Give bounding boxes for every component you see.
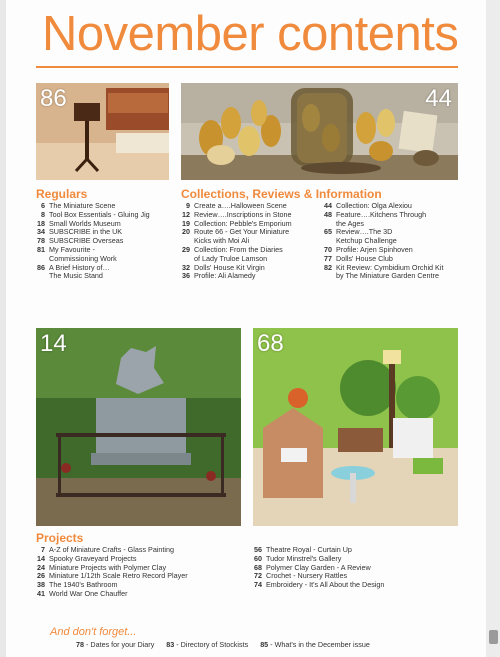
list-item[interactable]: 70 Profile: Arjen Spinhoven [324, 244, 413, 254]
list-item[interactable]: 8 Tool Box Essentials - Gluing Jig [41, 209, 150, 219]
page-title: November contents [42, 7, 459, 61]
photo-page-number: 14 [40, 330, 67, 357]
list-item-continuation: The Music Stand [49, 271, 103, 281]
list-item-continuation: Kicks with Moi Ali [194, 236, 250, 246]
list-item[interactable]: 12 Review….Inscriptions in Stone [182, 209, 292, 219]
list-item[interactable]: 9 Create a….Halloween Scene [186, 201, 287, 210]
photo-music-stand [36, 83, 169, 180]
list-item[interactable]: 81 My Favourite - [37, 244, 95, 254]
list-item[interactable]: 6 The Miniature Scene [41, 201, 116, 210]
garden-image [253, 328, 458, 526]
list-item[interactable]: 14 Spooky Graveyard Projects [37, 553, 137, 563]
list-item[interactable]: 41 World War One Chauffer [37, 588, 128, 598]
scrollbar-thumb[interactable] [489, 630, 498, 644]
list-item[interactable]: 7 A-Z of Miniature Crafts - Glass Painting [41, 545, 175, 554]
pears-jar-image [181, 83, 458, 180]
list-item[interactable]: 65 Review….The 3D [324, 227, 393, 237]
photo-polymer-clay-garden [253, 328, 458, 526]
list-item[interactable]: 82 Kit Review: Cymbidium Orchid Kit [324, 262, 444, 272]
list-item-continuation: by The Miniature Garden Centre [336, 271, 439, 281]
photo-pears-still-life [181, 83, 458, 180]
list-item-continuation: the Ages [336, 218, 364, 228]
photo-spooky-graveyard [36, 328, 241, 526]
footer-links [76, 640, 380, 649]
list-item[interactable]: 32 Dolls' House Kit Virgin [182, 262, 265, 272]
scrollbar-track[interactable] [486, 0, 500, 657]
footer-heading: And don't forget... [50, 626, 137, 638]
list-item[interactable]: 74 Embroidery - It's All About the Design [254, 580, 385, 590]
footer-item[interactable]: 78 - Dates for your Diary [76, 640, 155, 649]
graveyard-image [36, 328, 241, 526]
photo-page-number: 68 [257, 330, 284, 357]
list-item[interactable]: 44 Collection: Olga Alexiou [324, 201, 412, 210]
regulars-list [33, 202, 173, 281]
list-item[interactable]: 26 Miniature 1/12th Scale Retro Record Player [37, 571, 188, 581]
list-item-continuation: of Lady Truloe Lamson [194, 253, 268, 263]
list-item[interactable]: 86 A Brief History of… [37, 262, 110, 272]
list-item[interactable]: 68 Polymer Clay Garden - A Review [254, 562, 371, 572]
footer-item[interactable]: 83 - Directory of Stockists [166, 640, 249, 649]
list-item[interactable]: 34 SUBSCRIBE in the UK [37, 227, 123, 237]
list-item[interactable]: 24 Miniature Projects with Polymer Clay [37, 562, 167, 572]
list-item[interactable]: 60 Tudor Minstrel's Gallery [254, 553, 342, 563]
list-item[interactable]: 19 Collection: Pebble's Emporium [182, 218, 292, 228]
list-item[interactable]: 77 Dolls' House Club [324, 253, 393, 263]
list-item[interactable]: 38 The 1940's Bathroom [37, 580, 118, 590]
photo-page-number: 44 [425, 85, 452, 112]
footer-item[interactable]: 85 - What's in the December issue [260, 640, 370, 649]
photo-page-number: 86 [40, 85, 67, 112]
collections-list-col2 [320, 202, 462, 281]
list-item[interactable]: 72 Crochet - Nursery Rattles [254, 571, 348, 581]
collections-list-col1 [178, 202, 318, 281]
list-item[interactable]: 36 Profile: Ali Alamedy [182, 271, 256, 281]
list-item[interactable]: 18 Small Worlds Museum [37, 218, 121, 228]
list-item-continuation: Commissioning Work [49, 253, 117, 263]
list-item[interactable]: 56 Theatre Royal - Curtain Up [254, 545, 352, 554]
list-item[interactable]: 20 Route 66 - Get Your Miniature [182, 227, 290, 237]
list-item[interactable]: 78 SUBSCRIBE Overseas [37, 236, 124, 246]
page-left-edge [0, 0, 6, 657]
projects-heading: Projects [36, 531, 84, 545]
list-item[interactable]: 29 Collection: From the Diaries [182, 244, 283, 254]
regulars-heading: Regulars [36, 187, 88, 201]
projects-list-col2 [250, 546, 460, 590]
list-item[interactable]: 48 Feature….Kitchens Through [324, 209, 427, 219]
projects-list-col1 [33, 546, 243, 599]
list-item-continuation: Ketchup Challenge [336, 236, 397, 246]
title-rule [36, 66, 458, 68]
collections-heading: Collections, Reviews & Information [181, 187, 382, 201]
